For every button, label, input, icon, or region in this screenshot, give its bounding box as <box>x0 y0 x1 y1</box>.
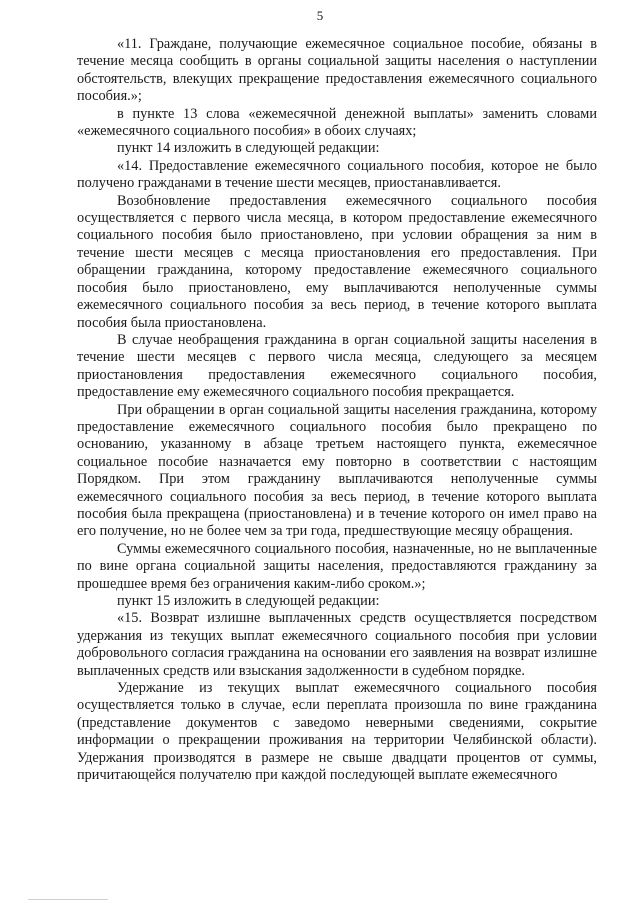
paragraph-7: При обращении в орган социальной защиты населения гражданина, которому предоставление ежемесячного социального пособия было прекращено по основанию, указанному в абзаце третьем настоящего пункта, ежемесячное социальное пособие назначается ему повторно в соответствии с настоящим Порядком. При этом гражданину выплачиваются неполученные суммы ежемесячного социального пособия за весь период, в течение которого выплата пособия была прекращена (приостановлена) и в течение которого он имел право на его получение, но не более чем за три года, предшествующие месяцу обращения. <box>77 401 597 540</box>
paragraph-3: пункт 14 изложить в следующей редакции: <box>117 140 380 157</box>
paragraph-9: пункт 15 изложить в следующей редакции: <box>117 593 380 609</box>
paragraph-5: Возобновление предоставления ежемесячного социального пособия осуществляется с первого числа месяца, в котором предоставление ежемесячного социального пособия было приостановлено, при условии обращения за ним в течение шести месяцев с месяца приостановления его предоставления. При обращении гражданина, которому предоставление ежемесячного социального пособия было приостановлено, ему выплачиваются неполученные суммы ежемесячного социального пособия за весь период, в течение которого выплата пособия была приостановлена. <box>77 192 597 331</box>
paragraph-8: Суммы ежемесячного социального пособия, назначенные, но не выплаченные по вине органа социальной защиты населения, предоставляются гражданину за прошедшее время без ограничения каким-либо сроком.»; <box>77 540 597 592</box>
document-body <box>77 36 597 784</box>
paragraph-1: «11. Граждане, получающие ежемесячное социальное пособие, обязаны в течение месяца сообщить в органы социальной защиты населения о наступлении обстоятельств, влекущих прекращение предоставления ежемесячного социального пособия.»; <box>77 36 597 105</box>
paragraph-11: Удержание из текущих выплат ежемесячного социального пособия осуществляется только в случае, если переплата произошла по вине гражданина (представление документов с заведомо неверными сведениями, сокрытие информации о прекращении проживания на территории Челябинской области). Удержания производятся в размере не свыше двадцати процентов от суммы, причитающейся получателю при каждой последующей выплате ежемесячного <box>77 680 597 784</box>
scan-edge-mark <box>28 899 108 900</box>
paragraph-10: «15. Возврат излишне выплаченных средств осуществляется посредством удержания из текущих выплат ежемесячного социального пособия при условии добровольного согласия гражданина на основании его заявления на возврат излишне выплаченных средств или взыскания задолженности в судебном порядке. <box>77 610 597 679</box>
paragraph-2: в пункте 13 слова «ежемесячной денежной выплаты» заменить словами «ежемесячного социального пособия» в обоих случаях; <box>77 105 597 140</box>
page-number: 5 <box>316 8 324 23</box>
paragraph-6: В случае необращения гражданина в орган социальной защиты населения в течение шести месяцев с первого числа месяца, следующего за месяцем приостановления предоставления ежемесячного социального пособия, предоставление ему ежемесячного социального пособия прекращается. <box>77 331 597 401</box>
paragraph-4: «14. Предоставление ежемесячного социального пособия, которое не было получено гражданами в течение шести месяцев, приостанавливается. <box>77 157 597 192</box>
